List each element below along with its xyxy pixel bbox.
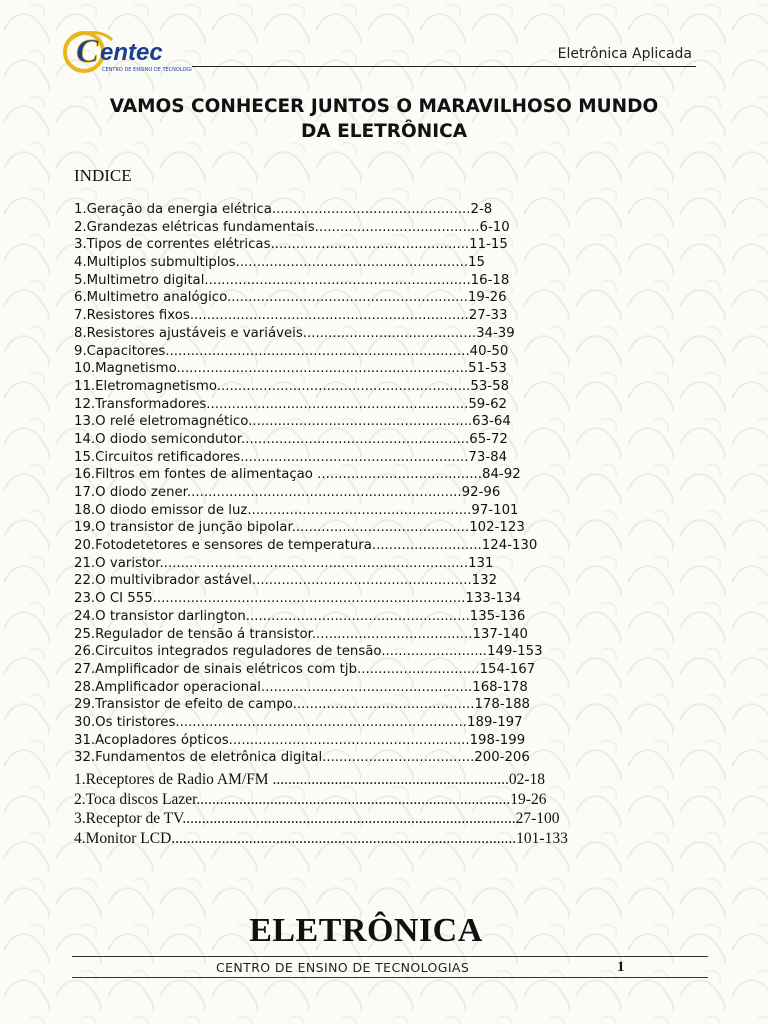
page-number: 1	[617, 959, 625, 975]
document-title	[60, 94, 708, 144]
toc-entry: 10.Magnetismo.....................................................................51-53	[74, 361, 507, 377]
toc-entry: 23.O CI 555..........................................................................133-134	[74, 591, 521, 607]
toc-entry: 1.Receptores de Radio AM/FM .............................................................02-18	[74, 771, 546, 788]
toc-entry: 25.Regulador de tensão á transistor......................................137-140	[74, 626, 529, 642]
toc-entry: 16.Filtros em fontes de alimentaçao .......................................84-92	[74, 467, 521, 483]
toc-entry: 27.Amplificador de sinais elétricos com tjb.............................154-167	[74, 661, 536, 677]
document-title-line1: VAMOS CONHECER JUNTOS O MARAVILHOSO MUNDO	[109, 96, 659, 117]
svg-text:CENTRO DE ENSINO DE TECNOLOGIA: CENTRO DE ENSINO DE TECNOLOGIAS	[102, 67, 192, 73]
toc-entry: 7.Resistores fixos..................................................................27-33	[74, 308, 508, 324]
header-divider	[192, 66, 696, 67]
toc-entry: 8.Resistores ajustáveis e variáveis.........................................34-39	[74, 325, 515, 341]
toc-entry: 12.Transformadores..............................................................59-62	[74, 396, 507, 412]
index-heading: INDICE	[74, 166, 132, 185]
toc-entry: 29.Transistor de efeito de campo...........................................178-188	[74, 697, 531, 713]
toc-entry: 9.Capacitores........................................................................40-50	[74, 343, 509, 359]
footer-organization: CENTRO DE ENSINO DE TECNOLOGIAS	[216, 960, 470, 975]
table-of-contents	[74, 201, 674, 767]
centec-logo	[62, 26, 192, 78]
toc-entry: 28.Amplificador operacional..................................................168-178	[74, 679, 528, 695]
section-label: Eletrônica Aplicada	[557, 46, 692, 62]
footer-title: ELETRÔNICA	[249, 912, 483, 949]
toc-entry: 13.O relé eletromagnético.....................................................63-64	[74, 414, 511, 430]
toc-entry: 31.Acopladores ópticos.........................................................198-199	[74, 732, 526, 748]
table-of-contents-part2	[74, 770, 674, 848]
toc-entry: 2.Grandezas elétricas fundamentais.......................................6-10	[74, 219, 510, 235]
toc-entry: 20.Fotodetetores e sensores de temperatura..........................124-130	[74, 538, 538, 554]
toc-entry: 32.Fundamentos de eletrônica digital....................................200-206	[74, 750, 530, 766]
toc-entry: 1.Geração da energia elétrica...............................................2-8	[74, 202, 493, 217]
toc-entry: 2.Toca discos Lazer.................................................................................19-26	[74, 790, 547, 808]
toc-entry: 30.Os tiristores.....................................................................189-197	[74, 714, 523, 730]
toc-entry: 22.O multivibrador astável....................................................132	[74, 573, 498, 589]
svg-text:entec: entec	[100, 39, 163, 66]
document-title-line2: DA ELETRÔNICA	[300, 121, 468, 142]
toc-entry: 19.O transistor de junção bipolar..........................................102-123	[74, 520, 525, 536]
toc-entry: 15.Circuitos retificadores......................................................73-84	[74, 449, 508, 465]
toc-entry: 18.O diodo emissor de luz.....................................................97-101	[74, 502, 519, 518]
toc-entry: 14.O diodo semicondutor......................................................65-72	[74, 431, 508, 447]
toc-entry: 4.Multiplos submultiplos.......................................................15	[74, 255, 485, 271]
svg-text:C: C	[76, 33, 99, 70]
footer-divider-top	[72, 956, 708, 957]
toc-entry: 17.O diodo zener.................................................................92-96	[74, 485, 501, 500]
toc-entry: 21.O varistor.........................................................................131	[74, 555, 494, 571]
toc-entry: 3.Tipos de correntes elétricas...............................................11-15	[74, 237, 508, 253]
toc-entry: 3.Receptor de TV......................................................................................27-100	[74, 810, 560, 828]
toc-entry: 6.Multimetro analógico.........................................................19-26	[74, 290, 507, 306]
toc-entry: 24.O transistor darlington.....................................................135-136	[74, 608, 526, 624]
footer-divider-bottom	[72, 977, 708, 978]
toc-entry: 11.Eletromagnetismo............................................................53-58	[74, 378, 510, 394]
toc-entry: 4.Monitor LCD.........................................................................................101-133	[74, 829, 568, 847]
toc-entry: 5.Multimetro digital...............................................................16-18	[74, 272, 510, 288]
toc-entry: 26.Circuitos integrados reguladores de tensão.........................149-153	[74, 644, 543, 660]
